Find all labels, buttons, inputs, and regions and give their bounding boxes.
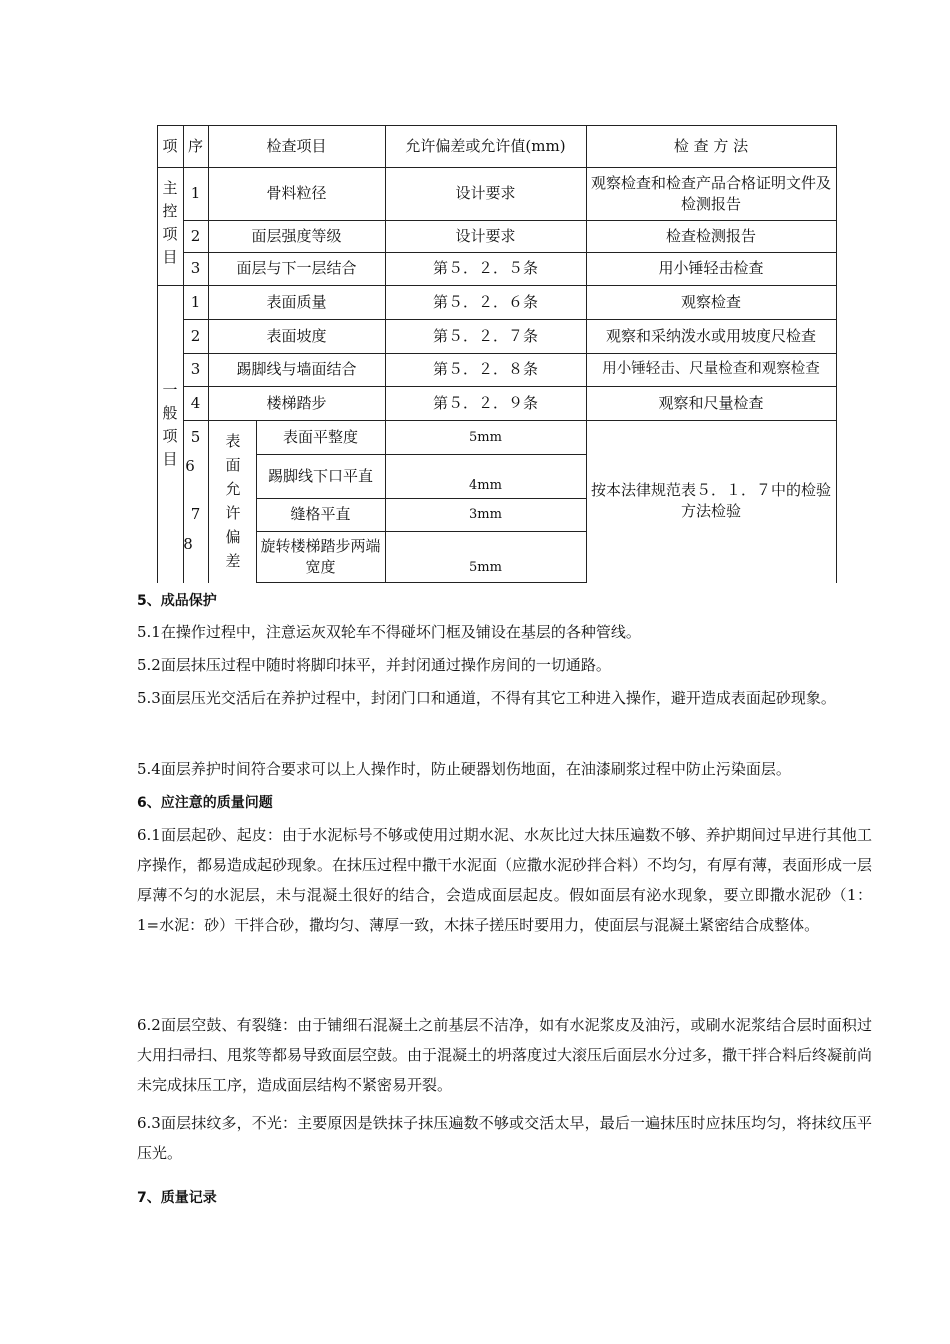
section-5-paragraph-1: 5.1在操作过程中，注意运灰双轮车不得碰坏门框及铺设在基层的各种管线。 [137,623,641,641]
table-border-left [157,125,158,583]
header-category: 项 [162,136,178,155]
general-row-1-item: 表面质量 [266,292,327,311]
inspection-table [157,125,837,583]
main-row-2-tolerance: 设计要求 [455,226,516,245]
main-row-2-seq: 2 [190,226,201,245]
general-row-2-method: 观察和采纳泼水或用坡度尺检查 [605,326,816,345]
general-row-2-tolerance: 第５．２．７条 [432,326,538,345]
section-5-heading: 5、成品保护 [137,593,217,609]
section-5-paragraph-3: 5.3面层压光交活后在养护过程中，封闭门口和通道，不得有其它工种进入操作，避开造成表面起砂现象。 [137,689,836,707]
general-row-2-seq: 2 [190,326,201,345]
main-row-1-item: 骨料粒径 [266,184,327,202]
main-row-3-tolerance: 第５．２．５条 [432,259,538,277]
header-seq: 序 [187,136,203,155]
main-row-2-method: 检查检测报告 [665,226,756,245]
general-items-label: 一般项目 [162,381,178,468]
surface-row-7-seq: 7 [190,505,201,523]
general-row-3-method: 用小锤轻击、尺量检查和观察检查 [602,361,820,377]
main-row-3-method: 用小锤轻击检查 [658,259,764,277]
section-6-paragraph-2: 6.2面层空鼓、有裂缝：由于铺细石混凝土之前基层不洁净，如有水泥浆皮及油污，或刷水泥浆结合层时面积过大用扫帚扫、甩浆等都易导致面层空鼓。由于混凝土的坍落度过大滚压后面层水分过多，撒干拌合料后终凝前尚未完成抹压工序，造成面层结构不紧密易开裂。 [137,1016,873,1094]
surface-row-6-seq: 6 [185,457,195,475]
general-row-1-tolerance: 第５．２．６条 [432,292,538,311]
general-row-4-seq: 4 [190,393,201,412]
general-row-3-tolerance: 第５．２．８条 [432,360,538,378]
surface-tolerance-label: 表面允许偏差 [225,432,241,570]
section-6-heading: 6、应注意的质量问题 [137,795,273,811]
header-tolerance: 允许偏差或允许值(mm) [405,136,566,155]
main-row-1-tolerance: 设计要求 [455,184,516,202]
main-row-2-item: 面层强度等级 [251,226,342,245]
section-5-paragraph-4: 5.4面层养护时间符合要求可以上人操作时，防止硬器划伤地面，在油漆刷浆过程中防止污染面层。 [137,760,791,778]
surface-row-7-tolerance: 3mm [469,507,502,522]
main-row-3-seq: 3 [190,259,201,277]
section-7-heading: 7、质量记录 [137,1190,217,1206]
general-row-3-seq: 3 [190,360,201,378]
header-item: 检查项目 [266,136,327,155]
general-row-1-seq: 1 [190,292,201,311]
main-row-1-seq: 1 [190,184,201,202]
surface-row-7-item: 缝格平直 [290,505,351,523]
general-row-4-tolerance: 第５．２．９条 [432,393,538,412]
surface-row-8-item: 旋转楼梯踏步两端宽度 [260,536,381,576]
general-row-3-item: 踢脚线与墙面结合 [236,360,357,378]
header-method: 检 查 方 法 [673,136,749,155]
general-row-4-method: 观察和尺量检查 [658,393,764,412]
general-row-2-item: 表面坡度 [266,326,327,345]
main-row-3-item: 面层与下一层结合 [236,259,357,277]
surface-row-6-tolerance: 4mm [469,478,502,493]
surface-row-6-item: 踢脚线下口平直 [267,466,373,485]
general-row-1-method: 观察检查 [680,292,741,311]
section-6-paragraph-1: 6.1面层起砂、起皮：由于水泥标号不够或使用过期水泥、水灰比过大抹压遍数不够、养护期间过早进行其他工序操作，都易造成起砂现象。在抹压过程中撒干水泥面（应撒水泥砂拌合料）不均匀，有厚有薄，表面形成一层厚薄不匀的水泥层，未与混凝土很好的结合，会造成面层起皮。假如面层有泌水现象，要立即撒水泥砂（1：1=水泥：砂）干拌合砂，撒均匀、薄厚一致，木抹子搓压时要用力，使面层与混凝土紧密结合成整体。 [137,826,873,934]
surface-row-8-seq: 8 [183,535,193,553]
table-border-right [836,125,837,583]
surface-row-5-item: 表面平整度 [282,427,358,446]
section-5-paragraph-2: 5.2面层抹压过程中随时将脚印抹平，并封闭通过操作房间的一切通路。 [137,656,611,674]
section-6-paragraph-3: 6.3面层抹纹多，不光：主要原因是铁抹子抹压遍数不够或交活太早，最后一遍抹压时应抹压均匀，将抹纹压平压光。 [137,1114,872,1162]
surface-row-8-tolerance: 5mm [469,560,502,575]
main-control-label: 主控项目 [162,179,178,266]
table-rule [256,582,586,583]
main-row-1-method: 观察检查和检查产品合格证明文件及检测报告 [590,173,831,213]
surface-method: 按本法律规范表５．１．７中的检验方法检验 [590,481,831,520]
surface-row-5-seq: 5 [190,427,201,446]
general-row-4-item: 楼梯踏步 [266,393,327,412]
surface-row-5-tolerance: 5mm [469,429,502,445]
